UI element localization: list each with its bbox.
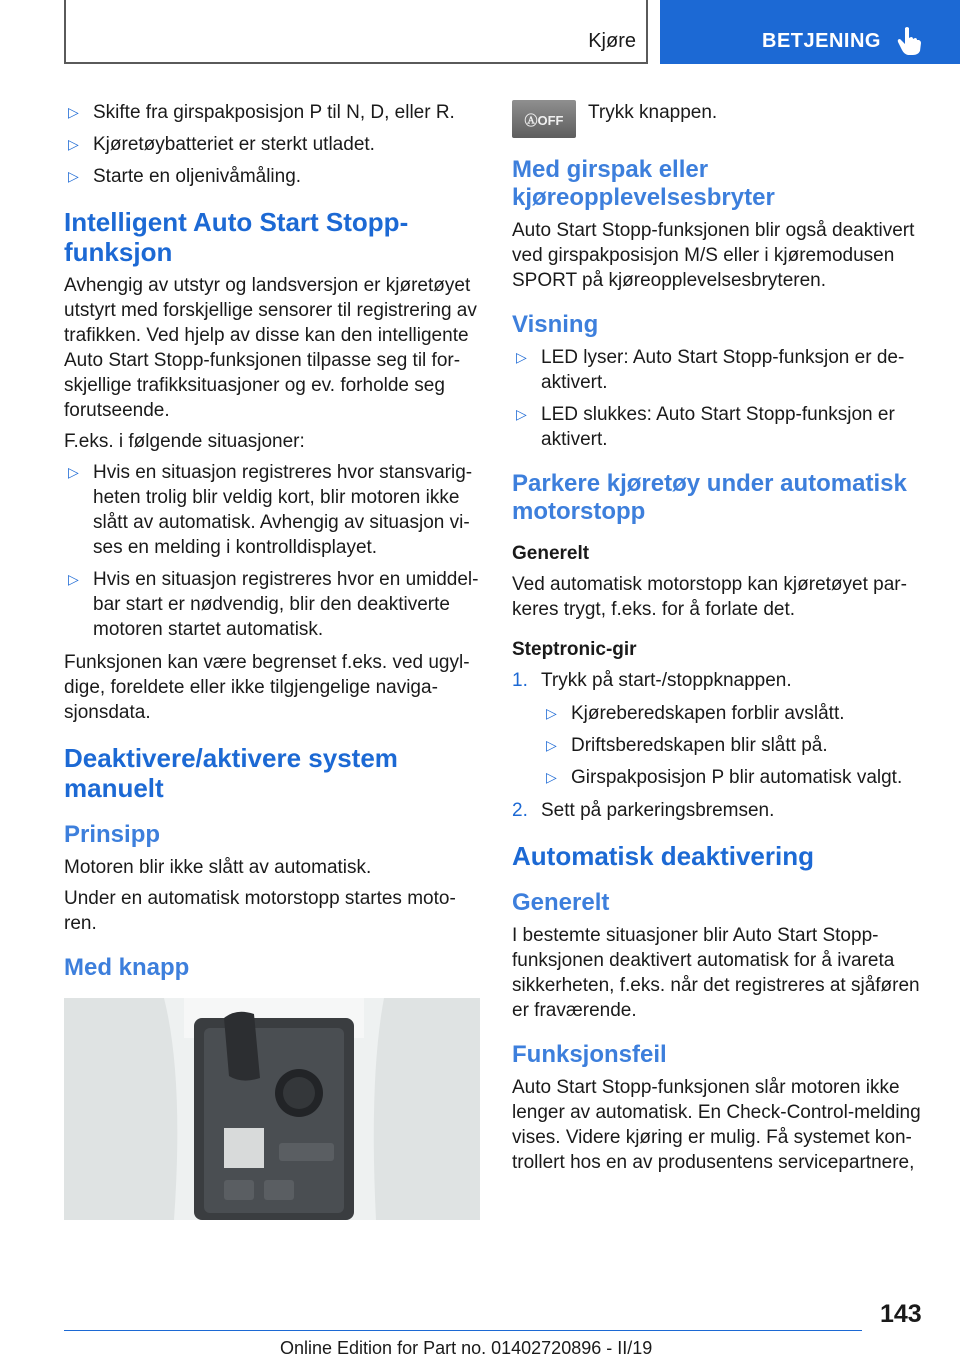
- heading-display: Visning: [512, 311, 599, 338]
- paragraph-fault: Auto Start Stopp-funksjonen slår motoren ikke lenger av automatisk. En Check-Control-melding vises. Videre kjøring er mulig. Få systemet kon-trollert hos en av produsentens servicepartnere,: [512, 1077, 921, 1173]
- paragraph-limited: Funksjonen kan være begrenset f.eks. ved ugyl-dige, foreldete eller ikke tilgjengelige naviga-sjonsdata.: [64, 652, 470, 723]
- auto-start-stop-off-icon: ⒶOFF: [512, 100, 576, 138]
- center-console-image: [64, 998, 480, 1220]
- left-column: [64, 100, 484, 1225]
- right-column: [512, 100, 926, 1181]
- paragraph-examples: F.eks. i følgende situasjoner:: [64, 431, 305, 452]
- list-item: ▷ Starte en oljenivåmåling.: [64, 164, 484, 189]
- paragraph-principle-1: Motoren blir ikke slått av automatisk.: [64, 857, 372, 878]
- list-item: ▷ Girspakposisjon P blir automatisk valgt.: [542, 765, 926, 790]
- bullet-list-display: [512, 345, 926, 452]
- paragraph-principle-2: Under en automatisk motorstopp startes moto-ren.: [64, 888, 456, 934]
- header-chapter-box: [64, 0, 648, 64]
- step-number: 1.: [512, 670, 528, 691]
- heading-principle: Prinsipp: [64, 821, 161, 848]
- heading-button: Med knapp: [64, 954, 190, 981]
- step-item: [512, 668, 926, 693]
- list-item: ▷ Skifte fra girspakposisjon P til N, D, eller R.: [64, 100, 484, 125]
- bullet-list-situations: [64, 460, 484, 642]
- paragraph-general-2: I bestemte situasjoner blir Auto Start Stopp-funksjonen deaktivert automatisk for å ivareta sikkerheten, f.eks. når det registreres at sjåføren er fraværende.: [512, 925, 920, 1021]
- header-chapter: Kjøre: [588, 30, 636, 52]
- step-text: Sett på parkeringsbremsen.: [541, 800, 775, 821]
- paragraph-intelligent: Avhengig av utstyr og landsversjon er kjøretøyet utstyrt med forskjellige sensorer til registrering av trafikken. Ved hjelp av disse kan den intelligente Auto Start Stopp-funksjonen tilpasse seg til for-skjellige trafikksituasjoner og ev. forholde seg forutseende.: [64, 275, 477, 421]
- heading-intelligent: Intelligent Auto Start Stopp-funksjon: [64, 207, 409, 267]
- heading-fault: Funksjonsfeil: [512, 1041, 667, 1068]
- heading-steptronic: Steptronic-gir: [512, 639, 637, 660]
- bullet-list-top: [64, 100, 484, 189]
- steps-list: [512, 668, 926, 693]
- header-section-box: [660, 0, 960, 64]
- page-number: 143: [880, 1300, 922, 1328]
- steps-list-2: [512, 798, 926, 823]
- list-item: ▷ LED slukkes: Auto Start Stopp-funksjon er aktivert.: [512, 402, 926, 452]
- list-item: ▷ Kjøretøybatteriet er sterkt utladet.: [64, 132, 484, 157]
- list-item: ▷ Hvis en situasjon registreres hvor stansvarig-heten trolig blir veldig kort, blir motoren ikke slått av automatisk. Avhengig av situasjon vi-ses en melding i kontrolldisplayet.: [64, 460, 484, 560]
- heading-parking: Parkere kjøretøy under automatisk motorstopp: [512, 470, 907, 525]
- list-item: ▷ Driftsberedskapen blir slått på.: [542, 733, 926, 758]
- step-item: [512, 798, 926, 823]
- heading-general: Generelt: [512, 543, 590, 564]
- list-item: ▷ Hvis en situasjon registreres hvor en umiddel-bar start er nødvendig, blir den deaktiverte motoren startet automatisk.: [64, 567, 484, 642]
- step-number: 2.: [512, 800, 528, 821]
- hand-pointer-icon: [896, 26, 922, 56]
- paragraph-gear: Auto Start Stopp-funksjonen blir også deaktivert ved girspakposisjon M/S eller i kjøremodusen SPORT på kjøreopplevelsesbryteren.: [512, 220, 915, 291]
- step-text: Trykk på start-/stoppknappen.: [541, 670, 792, 691]
- heading-manual: Deaktivere/aktivere system manuelt: [64, 743, 398, 803]
- header-section: BETJENING: [762, 30, 881, 52]
- list-item: ▷ LED lyser: Auto Start Stopp-funksjon er de-aktivert.: [512, 345, 926, 395]
- paragraph-general: Ved automatisk motorstopp kan kjøretøyet par-keres trygt, f.eks. for å forlate det.: [512, 574, 907, 620]
- list-item: ▷ Kjøreberedskapen forblir avslått.: [542, 701, 926, 726]
- heading-auto-deactivation: Automatisk deaktivering: [512, 841, 814, 871]
- footer-divider: [64, 1330, 862, 1331]
- sub-bullet-list: [512, 701, 926, 790]
- heading-gear: Med girspak eller kjøreopplevelsesbryter: [512, 156, 775, 211]
- off-button-label: Trykk knappen.: [588, 102, 718, 123]
- heading-general-2: Generelt: [512, 889, 610, 916]
- footer-edition: Online Edition for Part no. 01402720896 - II/19: [280, 1338, 653, 1358]
- off-button-row: [512, 100, 926, 138]
